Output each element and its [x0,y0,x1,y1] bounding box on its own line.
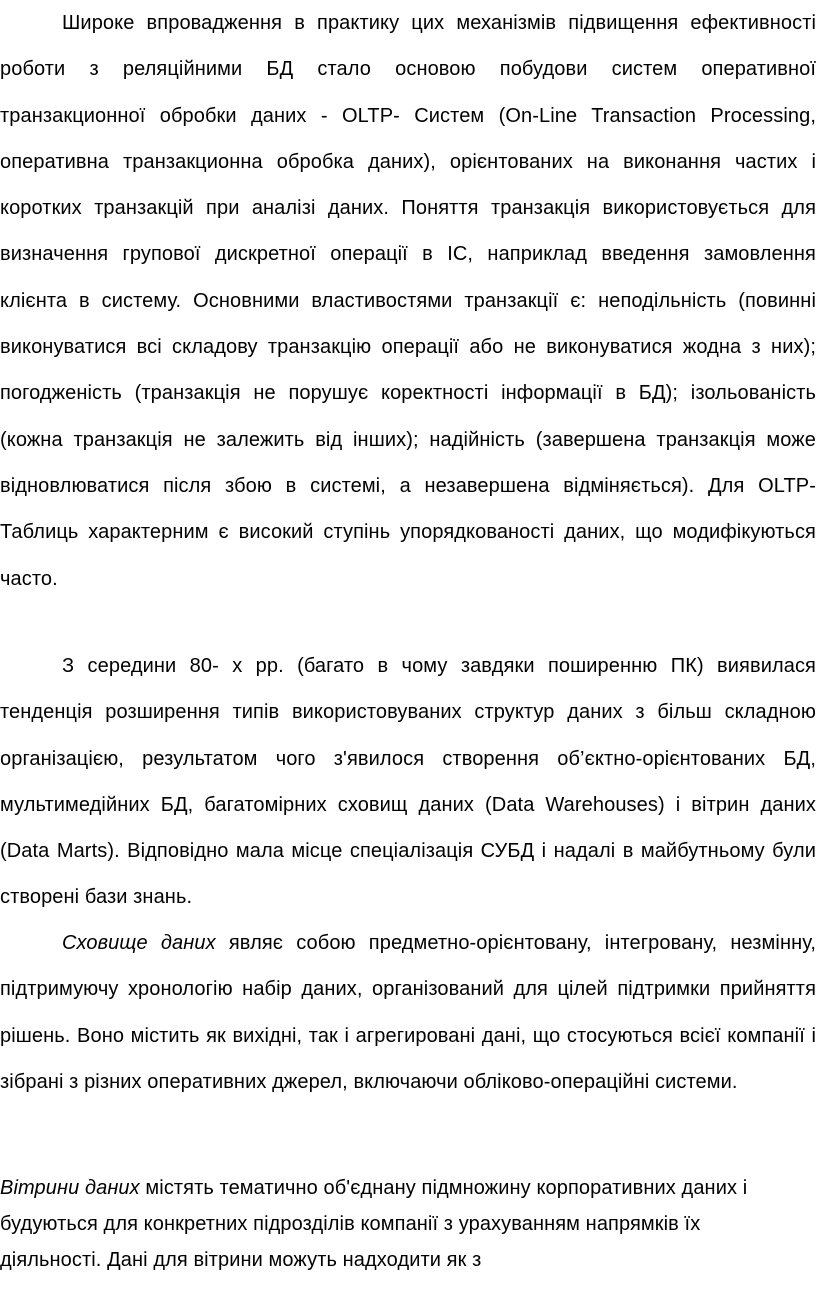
paragraph-data-structures-text: З середини 80- х рр. (багато в чому завдяки поширенню ПК) виявилася тенденція розширення типів використовуваних структур даних з більш складною організацією, результатом чого з'явилося створення об’єктно-орієнтованих БД, мультимедійних БД, багатомірних сховищ даних (Data Warehouses) і вітрин даних (Data Marts). Відповідно мала місце спеціалізація СУБД і надалі в майбутньому були створені бази знань. [0,655,816,909]
term-data-marts: Вітрини даних [0,1177,140,1199]
paragraph-data-warehouse [0,920,816,1105]
paragraph-data-warehouse-text: являє собою предметно-орієнтовану, інтегровану, незмінну, підтримуючу хронологію набір даних, організований для цілей підтримки прийняття рішень. Воно містить як вихідні, так і агрегировані дані, що стосуються всієї компанії і зібрані з різних оперативних джерел, включаючи обліково-операційні системи. [0,932,816,1093]
paragraph-data-structures [0,643,816,921]
paragraph-data-marts [0,1170,780,1278]
paragraph-data-marts-text: містять тематично об'єднану підмножину корпоративних даних і будуються для конкретних підрозділів компанії з урахуванням напрямків їх діяльності. Дані для вітрини можуть надходити як з [0,1177,748,1271]
paragraph-oltp [0,0,816,602]
term-data-warehouse: Сховище даних [62,932,216,954]
paragraph-oltp-text: Широке впровадження в практику цих механізмів підвищення ефективності роботи з реляційними БД стало основою побудови систем оперативної транзакционної обробки даних - OLTP- Систем (On-Line Transaction Processing, оперативна транзакционна обробка даних), орієнтованих на виконання частих і коротких транзакцій при аналізі даних. Поняття транзакція використовується для визначення групової дискретної операції в ІС, наприклад введення замовлення клієнта в систему. Основними властивостями транзакції є: неподільність (повинні виконуватися всі складову транзакцію операції або не виконуватися жодна з них); погодженість (транзакція не порушує коректності інформації в БД); ізольованість (кожна транзакція не залежить від інших); надійність (завершена транзакція може відновлюватися після збою в системі, а незавершена відміняється). Для OLTP-Таблиць характерним є високий ступінь упорядкованості даних, що модифікуються часто. [0,12,816,590]
